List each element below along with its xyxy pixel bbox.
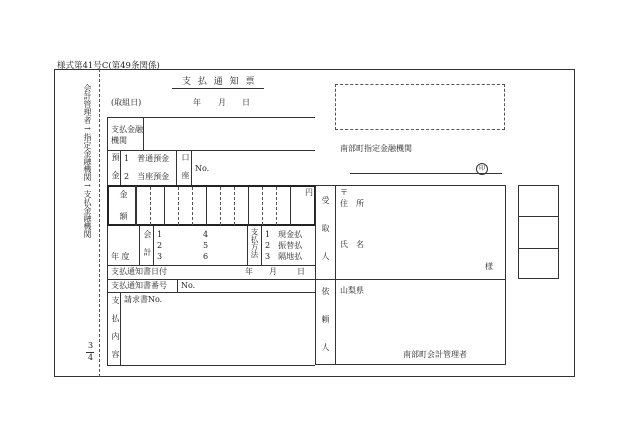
accounting-opt-4: 4 [203, 230, 209, 239]
page-fraction-bottom: 4 [88, 353, 94, 362]
date-year: 年 [193, 98, 201, 107]
accounting-opt-2: 2 [157, 241, 163, 250]
notice-no-label: 支払通知書番号 [111, 281, 167, 290]
side-caption: 会計管理者→指定金融機関→支払金融機関 [83, 84, 92, 238]
recipient-label: 受取人 [321, 196, 330, 280]
deposit-type-2: 2 当座預金 [124, 172, 170, 181]
pay-method-2: 2 振替払 [265, 241, 303, 250]
yen-label: 円 [305, 188, 313, 197]
seal-mark: 印 [476, 163, 488, 175]
deposit-type-label: 預金 [111, 153, 120, 189]
bank-stamp-box [335, 84, 505, 130]
form-code: 様式第41号C(第49条関係) [57, 61, 160, 71]
requester-label: 依頼人 [321, 287, 330, 371]
bank-label: 支払金融機関 [111, 125, 143, 145]
pay-method-1: 1 現金払 [265, 230, 303, 239]
postal-mark: 〒 [340, 188, 348, 197]
notice-date-month: 月 [269, 267, 277, 276]
invoice-no-label: 請求書No. [124, 295, 163, 304]
address-label: 住 所 [340, 199, 364, 208]
name-label: 氏 名 [340, 240, 364, 249]
amount-box [107, 185, 316, 226]
accounting-opt-3: 3 [157, 252, 163, 261]
date-day: 日 [242, 98, 250, 107]
account-no-label: No. [195, 164, 210, 173]
account-label: 口座 [181, 153, 190, 189]
content-label: 支払内容 [111, 296, 120, 368]
requester-pref: 山梨県 [340, 286, 364, 295]
date-month: 月 [218, 98, 226, 107]
pay-method-label: 支払方法 [250, 228, 259, 258]
accounting-opt-1: 1 [157, 230, 163, 239]
date-label: (取組日) [111, 98, 142, 107]
accounting-opt-6: 6 [203, 252, 209, 261]
requester-official: 南部町会計管理者 [403, 350, 467, 359]
notice-no: No. [181, 281, 196, 290]
deposit-type-1: 1 普通預金 [124, 154, 170, 163]
notice-date-year: 年 [245, 267, 253, 276]
notice-date-day: 日 [297, 267, 305, 276]
fold-line [99, 69, 100, 377]
accounting-label: 会計 [143, 230, 152, 266]
page-fraction-top: 3 [88, 341, 94, 350]
honorific-label: 様 [485, 262, 493, 271]
accounting-opt-5: 5 [203, 241, 209, 250]
fiscal-year-label: 年 度 [111, 252, 130, 261]
right-blank-box [518, 185, 559, 279]
designated-bank-label: 南部町指定金融機関 [340, 144, 412, 153]
amount-label: 金額 [119, 190, 128, 234]
notice-date-label: 支払通知書日付 [111, 267, 167, 276]
pay-method-3: 3 隔地払 [265, 252, 303, 261]
recipient-frame [315, 185, 506, 365]
title-underline [172, 88, 264, 89]
form-title: 支 払 通 知 票 [182, 77, 257, 87]
